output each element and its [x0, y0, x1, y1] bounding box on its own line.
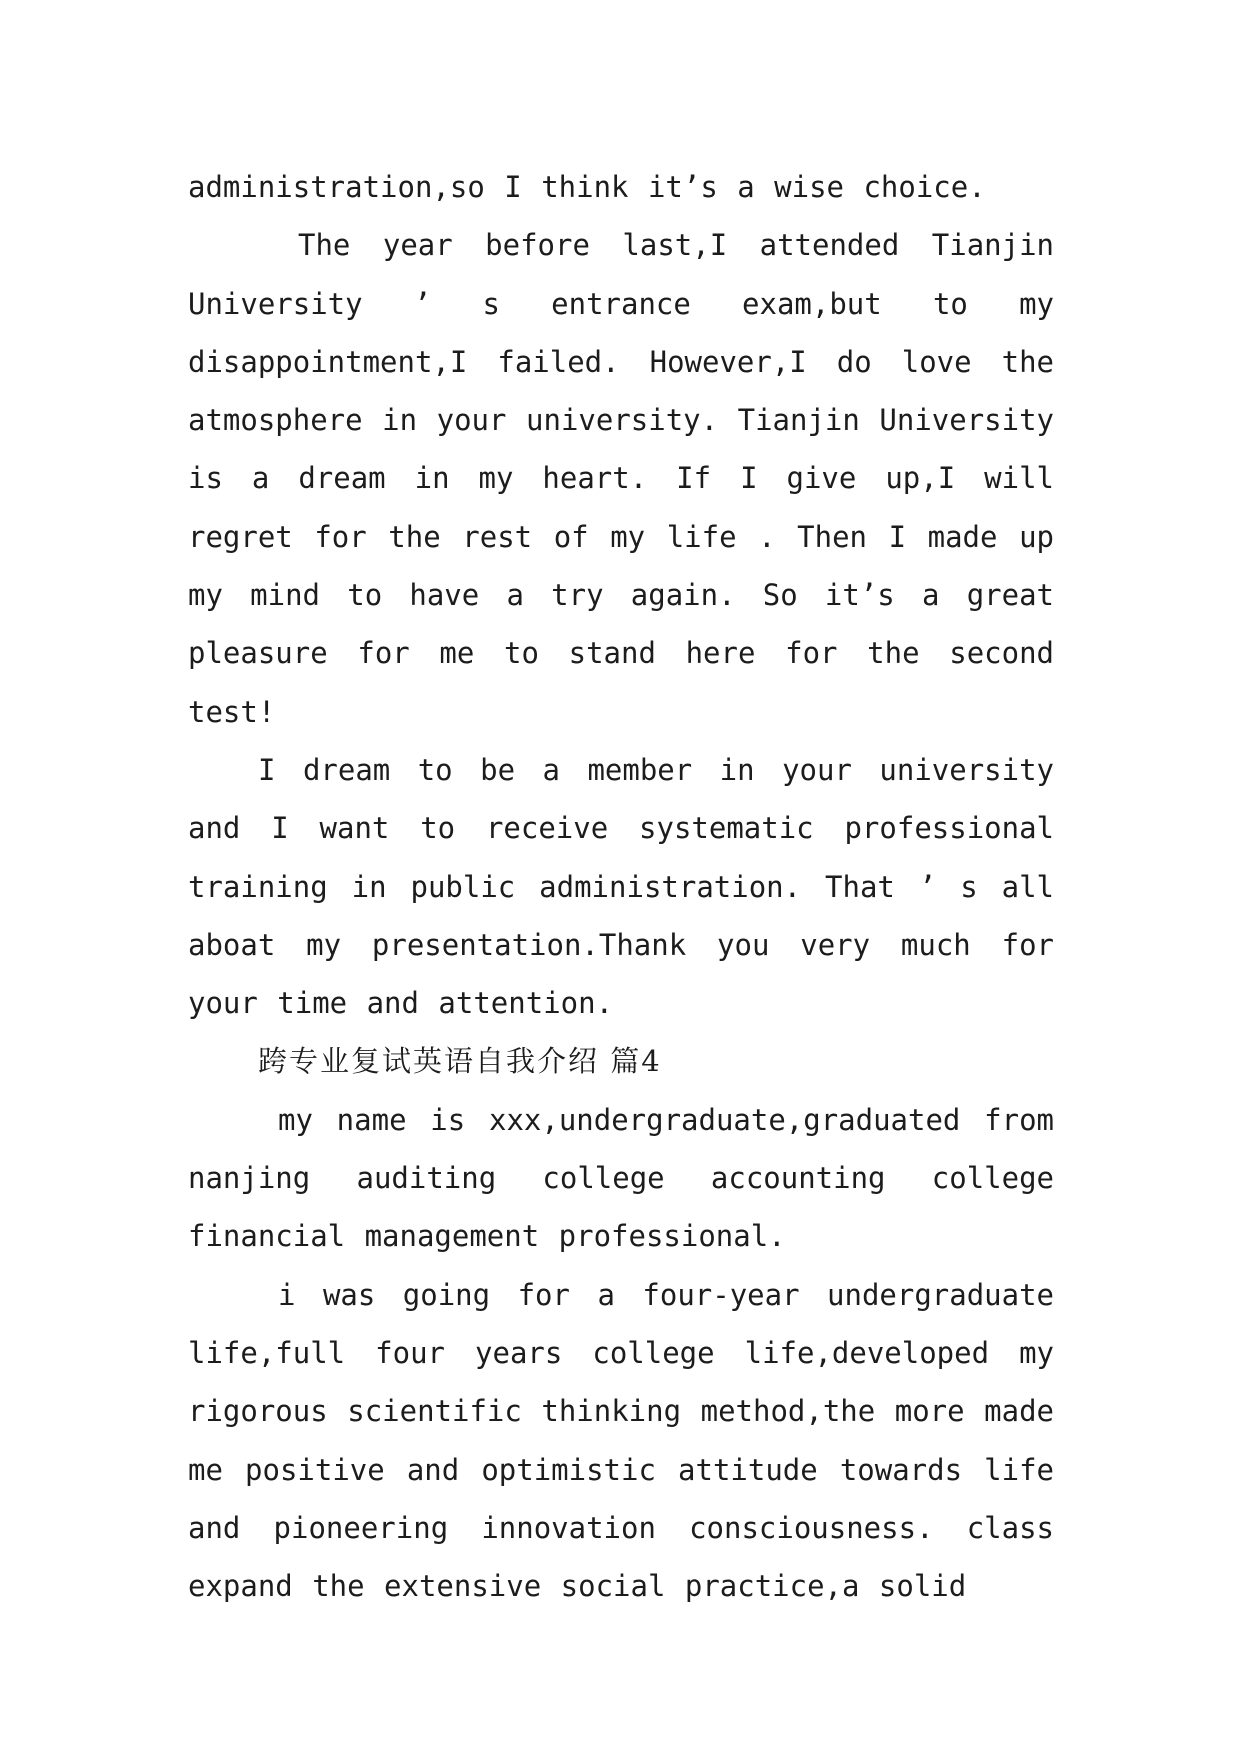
paragraph-name-intro: my name is xxx,undergraduate,graduated from nanjing auditing college accounting college financial management professional. [188, 1102, 1054, 1254]
paragraph-continuation: administration,so I think it’s a wise choice. [188, 170, 986, 204]
paragraph-dream-member: I dream to be a member in your university and I want to receive systematic professional training in public administration. That ’ s all aboat my presentation.Thank you very much for your time and attention. [188, 752, 1054, 1021]
paragraph-college-life: i was going for a four-year undergraduate life,full four years college life,developed my rigorous scientific thinking method,the more made me positive and optimistic attitude towards life and pioneering innovation consciousness. class expand the extensive social practice,a solid [188, 1277, 1054, 1604]
document-body [188, 158, 1054, 1615]
paragraph-entrance-exam: The year before last,I attended Tianjin University ’ s entrance exam,but to my disappointment,I failed. However,I do love the atmosphere in your university. Tianjin University is a dream in my heart. If I give up,I will regret for the rest of my life . Then I made up my mind to have a try again. So it’s a great pleasure for me to stand here for the second test! [188, 228, 1054, 729]
section-heading: 跨专业复试英语自我介绍 篇4 [258, 1044, 662, 1079]
